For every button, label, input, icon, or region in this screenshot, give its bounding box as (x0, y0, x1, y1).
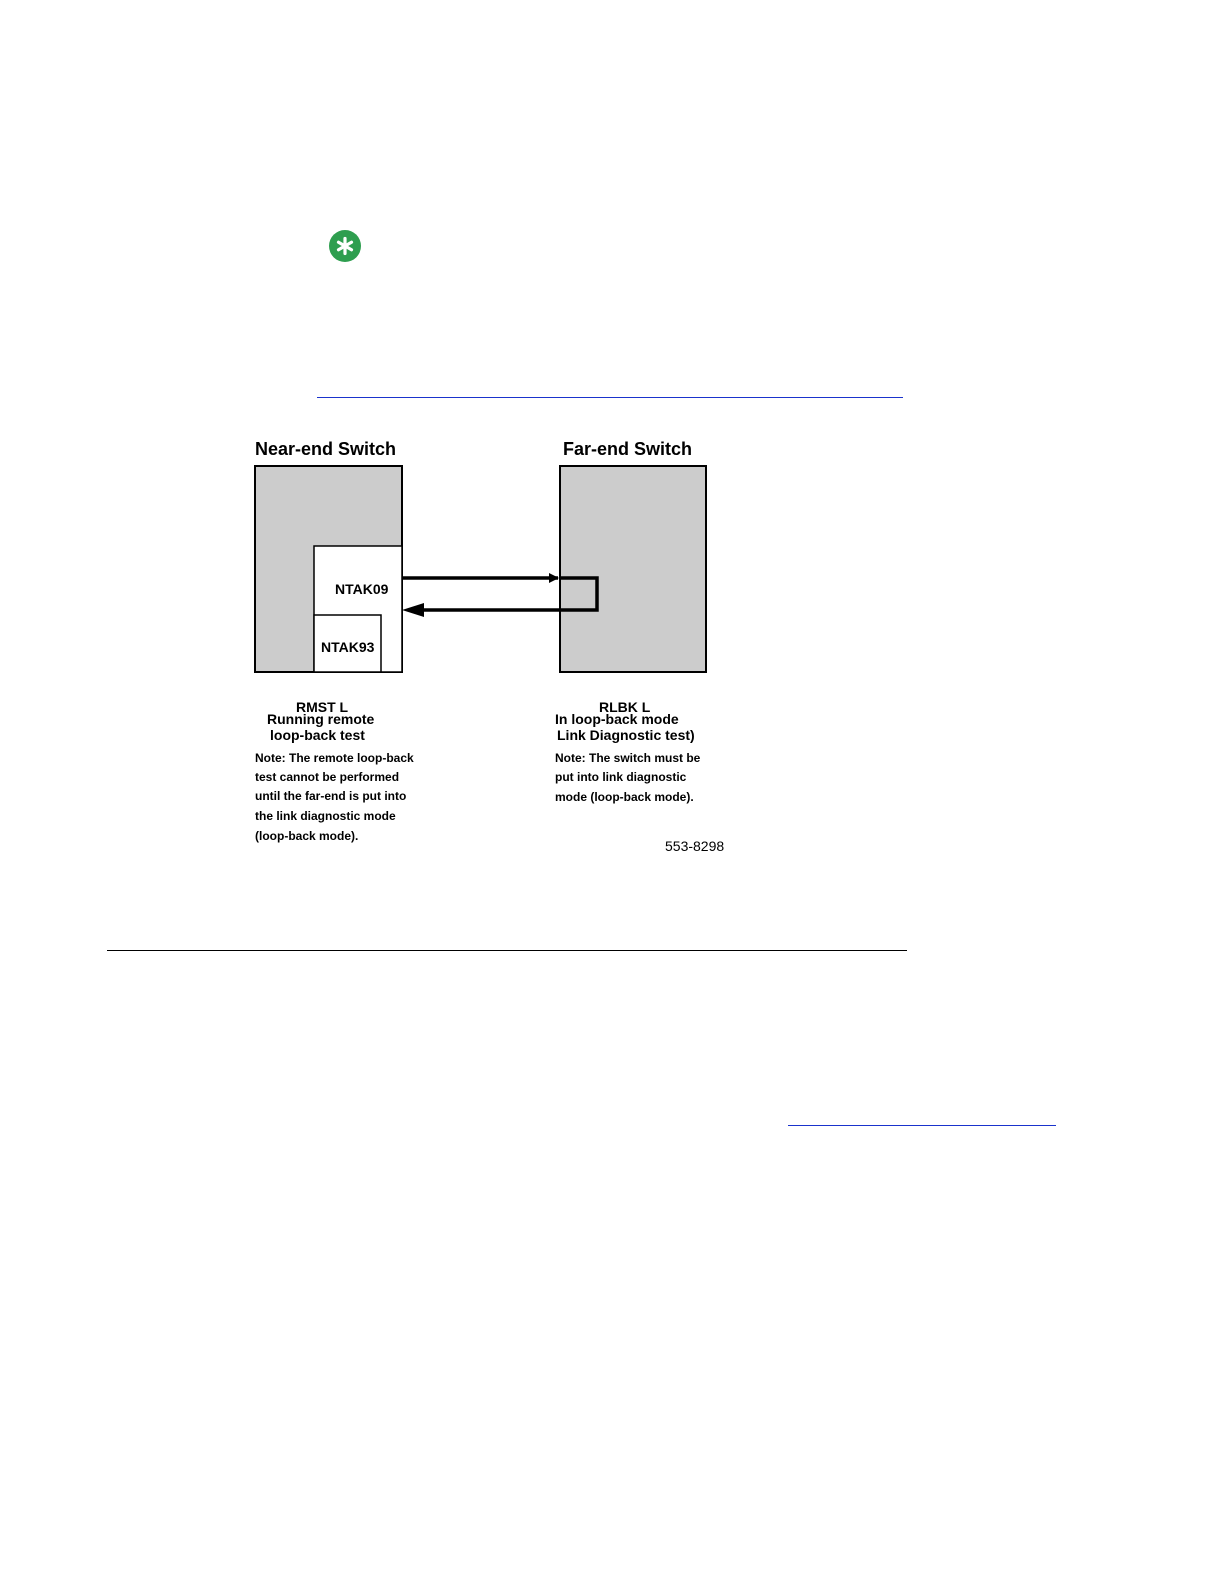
ntak93-label: NTAK93 (321, 639, 375, 655)
far-end-switch-box (560, 466, 706, 672)
near-end-note-line: the link diagnostic mode (255, 809, 396, 823)
near-end-note-line: (loop-back mode). (255, 829, 359, 843)
far-end-command: RLBK L (599, 699, 651, 715)
return-arrowhead (402, 603, 424, 617)
far-end-caption-line: Link Diagnostic test) (557, 727, 695, 743)
figure-id: 553-8298 (665, 838, 725, 854)
far-end-note-line: mode (loop-back mode). (555, 790, 694, 804)
far-end-note-line: put into link diagnostic (555, 770, 687, 784)
near-end-note-line: test cannot be performed (255, 770, 400, 784)
near-end-caption-line: loop-back test (270, 727, 365, 743)
near-end-command: RMST L (296, 699, 349, 715)
far-end-caption-line: In loop-back mode (555, 711, 679, 727)
near-end-title: Near-end Switch (255, 439, 397, 459)
near-end-note-line: Note: The remote loop-back (255, 751, 414, 765)
far-end-title: Far-end Switch (563, 439, 693, 459)
ntak09-label: NTAK09 (335, 581, 389, 597)
near-end-note-line: until the far-end is put into (255, 789, 407, 803)
near-end-caption-line: Running remote (267, 711, 375, 727)
far-end-note-line: Note: The switch must be (555, 751, 701, 765)
